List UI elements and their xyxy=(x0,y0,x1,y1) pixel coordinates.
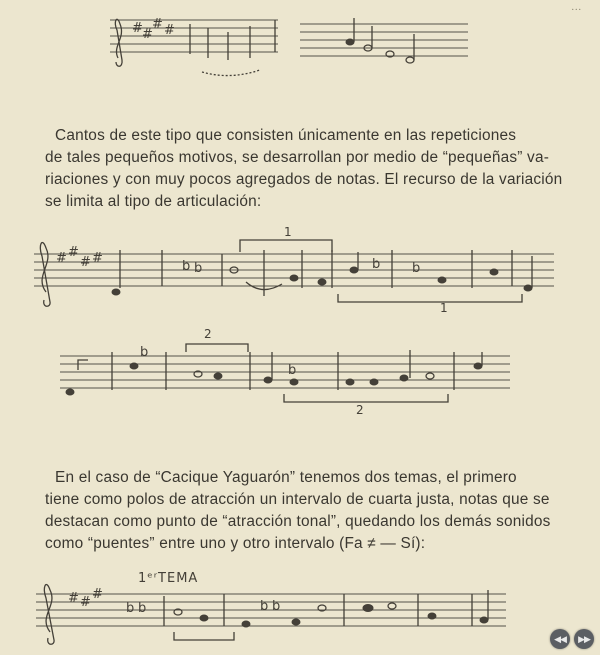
bracket-label-2a: 2 xyxy=(204,327,212,341)
svg-text:b: b xyxy=(138,601,148,616)
music-staff-1 xyxy=(32,222,562,322)
paragraph-line: como “puentes” entre uno y otro intervalo (Fa ≠ — Sí): xyxy=(45,535,426,552)
music-staff-top-svg xyxy=(110,8,480,88)
bracket-label-1b: 1 xyxy=(440,301,448,315)
svg-text:b: b xyxy=(260,599,270,614)
prev-arrows-icon: ◀◀ xyxy=(554,633,566,644)
next-page-button[interactable] xyxy=(574,629,594,649)
paragraph-line: En el caso de “Cacique Yaguarón” tenemos dos temas, el primero xyxy=(55,469,517,486)
paragraph-1 xyxy=(45,125,583,213)
svg-text:#: # xyxy=(68,591,80,606)
svg-text:b: b xyxy=(126,601,136,616)
music-staff-2-svg xyxy=(58,327,518,420)
svg-text:b: b xyxy=(194,261,204,276)
svg-text:b: b xyxy=(182,259,192,274)
paragraph-line: tiene como polos de atracción un intervalo de cuarta justa, notas que se xyxy=(45,491,550,508)
music-staff-2 xyxy=(58,327,518,420)
svg-text:b: b xyxy=(272,599,282,614)
svg-text:b: b xyxy=(372,257,382,272)
music-staff-1-svg xyxy=(32,222,562,322)
music-staff-3-svg xyxy=(34,566,514,646)
corner-mark: ... xyxy=(571,2,582,13)
svg-text:#: # xyxy=(80,255,92,270)
svg-text:#: # xyxy=(92,251,104,266)
next-arrows-icon: ▶▶ xyxy=(578,633,590,644)
svg-text:#: # xyxy=(142,27,154,42)
paragraph-2 xyxy=(45,467,583,555)
svg-text:#: # xyxy=(80,595,92,610)
paragraph-line: riaciones y con muy pocos agregados de notas. El recurso de la variación xyxy=(45,171,563,188)
bracket-label-2b: 2 xyxy=(356,403,364,417)
svg-text:b: b xyxy=(288,363,298,378)
svg-text:#: # xyxy=(164,23,176,38)
svg-text:#: # xyxy=(92,587,104,602)
paragraph-line: destacan como punto de “atracción tonal”, quedando los demás sonidos xyxy=(45,513,551,530)
paragraph-line: Cantos de este tipo que consisten únicamente en las repeticiones xyxy=(55,127,517,144)
svg-text:#: # xyxy=(56,251,68,266)
paragraph-line: se limita al tipo de articulación: xyxy=(45,193,262,210)
paragraph-line: de tales pequeños motivos, se desarrollan por medio de “pequeñas” va- xyxy=(45,149,550,166)
tema-label: 1ᵉʳTEMA xyxy=(138,571,199,586)
music-staff-3 xyxy=(34,566,514,646)
viewer-nav xyxy=(550,629,594,649)
prev-page-button[interactable] xyxy=(550,629,570,649)
bracket-label-1a: 1 xyxy=(284,225,292,239)
svg-text:#: # xyxy=(68,245,80,260)
svg-text:b: b xyxy=(412,261,422,276)
svg-text:#: # xyxy=(152,17,164,32)
svg-text:b: b xyxy=(140,345,150,360)
music-staff-top xyxy=(110,8,480,88)
svg-text:#: # xyxy=(132,21,144,36)
